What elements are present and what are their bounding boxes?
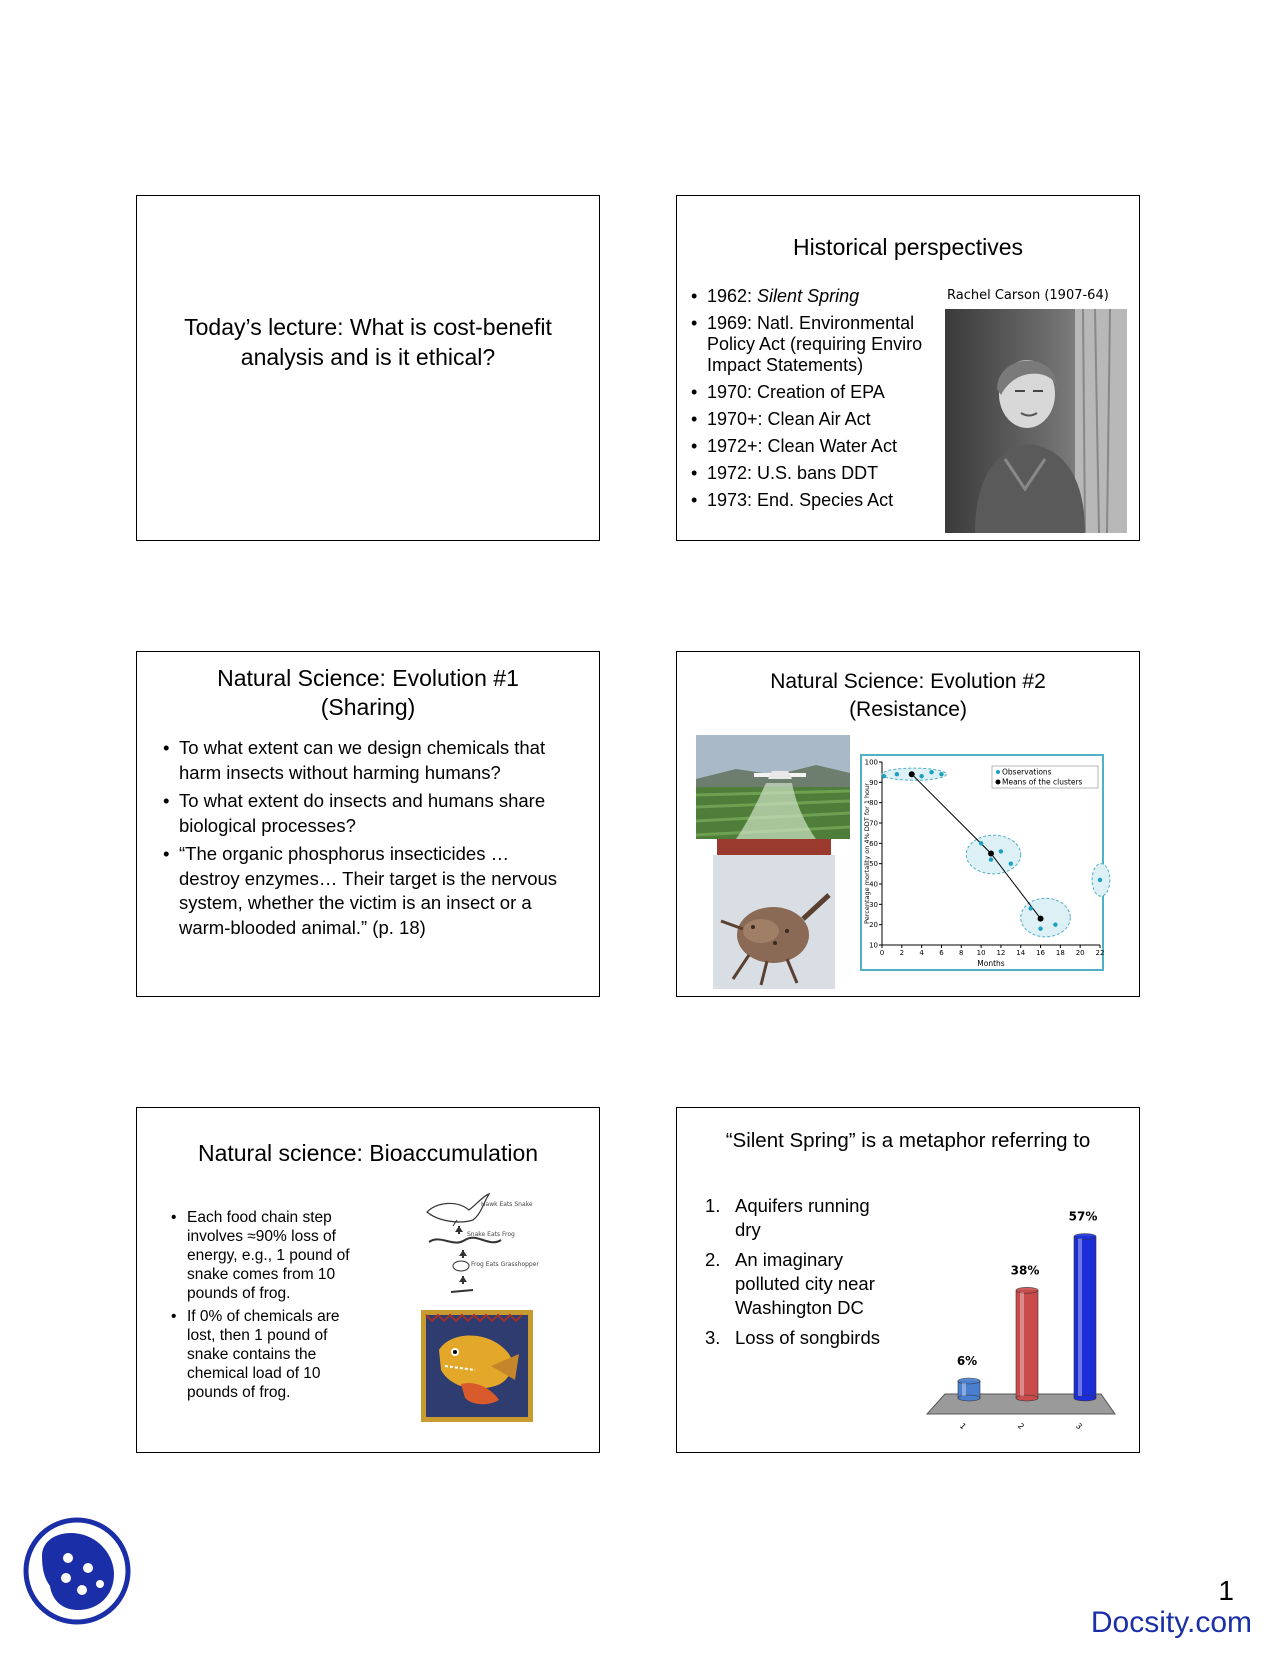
- y-tick-label: 100: [864, 758, 878, 767]
- red-photo-strip: [717, 839, 831, 855]
- list-item: • Each food chain step involves ≈90% loss of energy, e.g., 1 pound of snake comes from 10 pounds of frog.: [169, 1208, 365, 1303]
- x-tick-label: 16: [1036, 949, 1046, 957]
- slide-2-title: Historical perspectives: [792, 234, 1024, 260]
- slide-4-title-line-1: Natural Science: Evolution #2: [770, 670, 1046, 693]
- observation-point: [929, 770, 933, 774]
- option-item: 3. Loss of songbirds: [705, 1327, 881, 1348]
- docsity-link[interactable]: Docsity.com: [1090, 1606, 1252, 1639]
- slide-4-title-line-2: (Resistance): [849, 698, 967, 721]
- x-tick-label: 22: [1095, 949, 1105, 957]
- x-tick-label: 8: [959, 949, 964, 957]
- y-tick-label: 80: [869, 799, 878, 808]
- observation-point: [989, 857, 993, 861]
- list-item: • 1973: End. Species Act: [689, 490, 949, 511]
- slide-4-title: [677, 668, 1139, 724]
- observation-point: [939, 772, 943, 776]
- observation-point: [979, 841, 983, 845]
- bar: [1074, 1237, 1096, 1399]
- ddt-resistance-chart: [860, 754, 1104, 971]
- bar-highlight: [1078, 1239, 1082, 1397]
- bar-base: [1016, 1395, 1038, 1401]
- observation-point: [1098, 878, 1102, 882]
- bar-base: [1074, 1395, 1096, 1401]
- poll-bar-chart: [913, 1198, 1133, 1438]
- observation-point: [895, 772, 899, 776]
- legend-marker-observations: [996, 770, 1000, 774]
- observation-point: [1038, 927, 1042, 931]
- y-tick-label: 20: [869, 921, 878, 930]
- x-tick-label: 2: [899, 949, 905, 957]
- observation-point: [919, 774, 923, 778]
- x-tick-label: 0: [879, 949, 885, 957]
- x-tick-label: 6: [939, 949, 944, 957]
- list-item: • “The organic phosphorus insecticides … destroy enzymes… Their target is the nervous system, whether the victim is an insect or a warm-blooded animal.” (p. 18): [161, 842, 561, 940]
- x-tick-label: 3: [1073, 1421, 1084, 1432]
- y-tick-label: 30: [869, 900, 878, 909]
- legend-label: Observations: [1002, 767, 1052, 777]
- chart-legend: [992, 766, 1098, 788]
- slide-6: [676, 1107, 1140, 1453]
- docsity-logo[interactable]: [22, 1516, 132, 1626]
- observation-point: [1053, 922, 1057, 926]
- photo-caption: Rachel Carson (1907-64): [947, 288, 1109, 303]
- list-item: • 1969: Natl. Environmental Policy Act (requiring Enviro Impact Statements): [689, 313, 949, 376]
- bar-cap: [1074, 1234, 1096, 1240]
- bar-highlight: [1020, 1292, 1024, 1396]
- bar-cap: [958, 1378, 980, 1384]
- fish-artwork-image: [421, 1310, 533, 1422]
- x-tick-label: 14: [1016, 949, 1026, 957]
- observation-point: [1028, 906, 1032, 910]
- legend-marker-means: [996, 780, 1001, 785]
- slide-3: [136, 651, 600, 997]
- x-axis-label: Months: [977, 959, 1005, 968]
- data-label: 38%: [1010, 1263, 1040, 1278]
- y-tick-label: 10: [869, 941, 878, 950]
- bar: [1016, 1290, 1038, 1398]
- bar-base: [958, 1395, 980, 1401]
- slide-1: [136, 195, 600, 541]
- bar-chart-svg: [913, 1198, 1133, 1438]
- slide-3-list: [161, 736, 561, 940]
- observation-point: [882, 774, 886, 778]
- slide-4: [676, 651, 1140, 997]
- slide-5: [136, 1107, 600, 1453]
- bar-highlight: [962, 1383, 966, 1396]
- cluster-mean-point: [988, 851, 994, 857]
- slide-1-title: Today’s lecture: What is cost-benefit analysis and is it ethical?: [184, 314, 552, 370]
- data-label: 57%: [1068, 1209, 1098, 1224]
- cluster-mean-point: [1038, 916, 1044, 922]
- x-tick-label: 10: [976, 949, 986, 957]
- food-chain-diagram: [417, 1192, 539, 1302]
- slide-3-title-line-1: Natural Science: Evolution #1: [217, 665, 519, 691]
- list-item: • If 0% of chemicals are lost, then 1 pound of snake contains the chemical load of 10 pounds of frog.: [169, 1307, 365, 1402]
- option-item: 2. An imaginary polluted city near Washington DC: [705, 1249, 875, 1318]
- observation-point: [1009, 861, 1013, 865]
- slide-2-list: [689, 286, 949, 511]
- diagram-label: Snake Eats Frog: [467, 1231, 515, 1238]
- crop-duster-photo: [696, 735, 850, 839]
- slide-5-list: [169, 1208, 365, 1402]
- list-item: • To what extent can we design chemicals that harm insects without harming humans?: [161, 736, 561, 785]
- slide-2: [676, 195, 1140, 541]
- y-tick-label: 50: [869, 860, 878, 869]
- cluster-mean-point: [909, 771, 915, 777]
- bar-cap: [1016, 1287, 1038, 1293]
- diagram-label: Hawk Eats Snake: [481, 1201, 533, 1208]
- legend-label: Means of the clusters: [1002, 777, 1083, 787]
- slide-3-title: [137, 664, 599, 722]
- list-item: • To what extent do insects and humans share biological processes?: [161, 789, 561, 838]
- y-tick-label: 90: [869, 778, 878, 787]
- rachel-carson-photo: [945, 309, 1127, 533]
- x-tick-label: 4: [919, 949, 924, 957]
- list-item: • 1970: Creation of EPA: [689, 382, 949, 403]
- list-item: • 1972: U.S. bans DDT: [689, 463, 949, 484]
- x-tick-label: 1: [957, 1421, 968, 1432]
- list-item: • 1962: Silent Spring: [689, 286, 949, 307]
- slide-5-title: Natural science: Bioaccumulation: [197, 1140, 539, 1166]
- x-tick-label: 12: [996, 949, 1006, 957]
- x-tick-label: 2: [1015, 1421, 1026, 1432]
- slide-6-title: “Silent Spring” is a metaphor referring to: [725, 1129, 1091, 1152]
- y-tick-label: 40: [869, 880, 878, 889]
- diagram-label: Frog Eats Grasshopper: [471, 1261, 539, 1268]
- weevil-photo: [713, 855, 835, 989]
- list-item: • 1970+: Clean Air Act: [689, 409, 949, 430]
- y-tick-label: 60: [869, 839, 878, 848]
- slide-6-options: [705, 1194, 895, 1356]
- option-item: 1. Aquifers running dry: [705, 1195, 870, 1240]
- page-number: 1: [1218, 1575, 1234, 1606]
- observation-point: [999, 849, 1003, 853]
- data-label: 6%: [956, 1354, 978, 1368]
- cluster-ellipse: [1021, 898, 1071, 937]
- y-tick-label: 70: [869, 819, 878, 828]
- y-axis-label: Percentage mortality on 4% DDT for 1 hour: [863, 783, 871, 924]
- x-tick-label: 20: [1075, 949, 1085, 957]
- x-tick-label: 18: [1055, 949, 1065, 957]
- slide-3-title-line-2: (Sharing): [320, 694, 416, 720]
- list-item: • 1972+: Clean Water Act: [689, 436, 949, 457]
- scatter-chart-svg: [860, 754, 1104, 971]
